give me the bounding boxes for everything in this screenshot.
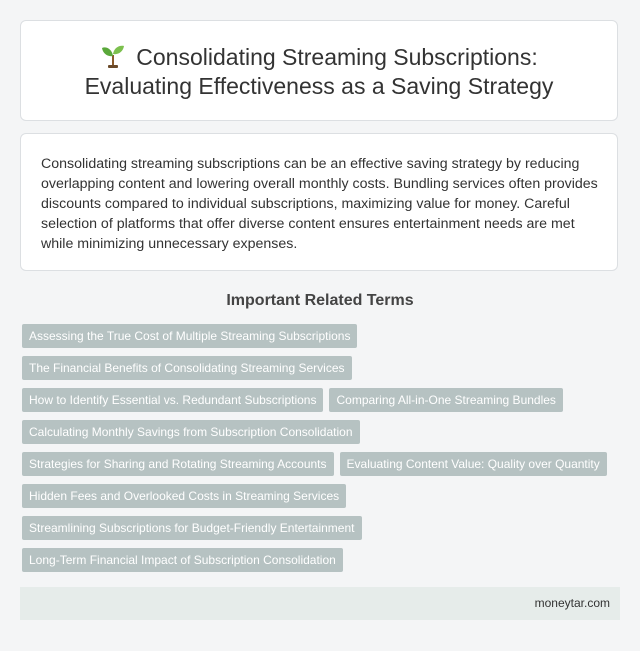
related-term-tag[interactable]: Strategies for Sharing and Rotating Streaming Accounts xyxy=(22,452,334,476)
related-terms-list xyxy=(22,324,618,580)
summary-text: Consolidating streaming subscriptions can be an effective saving strategy by reducing overlapping content and lowering overall monthly costs. Bundling services often provides discounts compared to individual subscriptions, maximizing value for money. Careful selection of platforms that offer diverse content ensures entertainment needs are met while minimizing unnecessary expenses. xyxy=(41,156,598,252)
related-terms-heading: Important Related Terms xyxy=(226,292,414,309)
title-line-2: Evaluating Effectiveness as a Saving Strategy xyxy=(84,73,554,99)
related-term-tag[interactable]: How to Identify Essential vs. Redundant Subscriptions xyxy=(22,388,323,412)
related-term-tag[interactable]: Comparing All-in-One Streaming Bundles xyxy=(329,388,562,412)
related-term-tag[interactable]: Hidden Fees and Overlooked Costs in Streaming Services xyxy=(22,484,346,508)
related-term-tag[interactable]: Streamlining Subscriptions for Budget-Friendly Entertainment xyxy=(22,516,362,540)
summary-card xyxy=(20,133,618,271)
related-term-tag[interactable]: Evaluating Content Value: Quality over Quantity xyxy=(340,452,607,476)
related-term-tag[interactable]: The Financial Benefits of Consolidating Streaming Services xyxy=(22,356,352,380)
sprout-icon xyxy=(100,43,126,69)
footer-site[interactable]: moneytar.com xyxy=(534,596,610,610)
title-card xyxy=(20,20,618,121)
related-terms-row xyxy=(22,452,618,484)
related-terms-row xyxy=(22,484,618,516)
page-title xyxy=(21,43,617,101)
related-terms-row xyxy=(22,388,618,420)
footer xyxy=(20,587,620,620)
title-line-1: Consolidating Streaming Subscriptions: xyxy=(136,44,538,70)
related-terms-row xyxy=(22,420,618,452)
related-term-tag[interactable]: Long-Term Financial Impact of Subscription Consolidation xyxy=(22,548,343,572)
related-terms-row xyxy=(22,324,618,356)
related-terms-row xyxy=(22,516,618,548)
related-term-tag[interactable]: Assessing the True Cost of Multiple Streaming Subscriptions xyxy=(22,324,357,348)
related-terms-row xyxy=(22,548,618,580)
related-term-tag[interactable]: Calculating Monthly Savings from Subscription Consolidation xyxy=(22,420,360,444)
related-terms-row xyxy=(22,356,618,388)
